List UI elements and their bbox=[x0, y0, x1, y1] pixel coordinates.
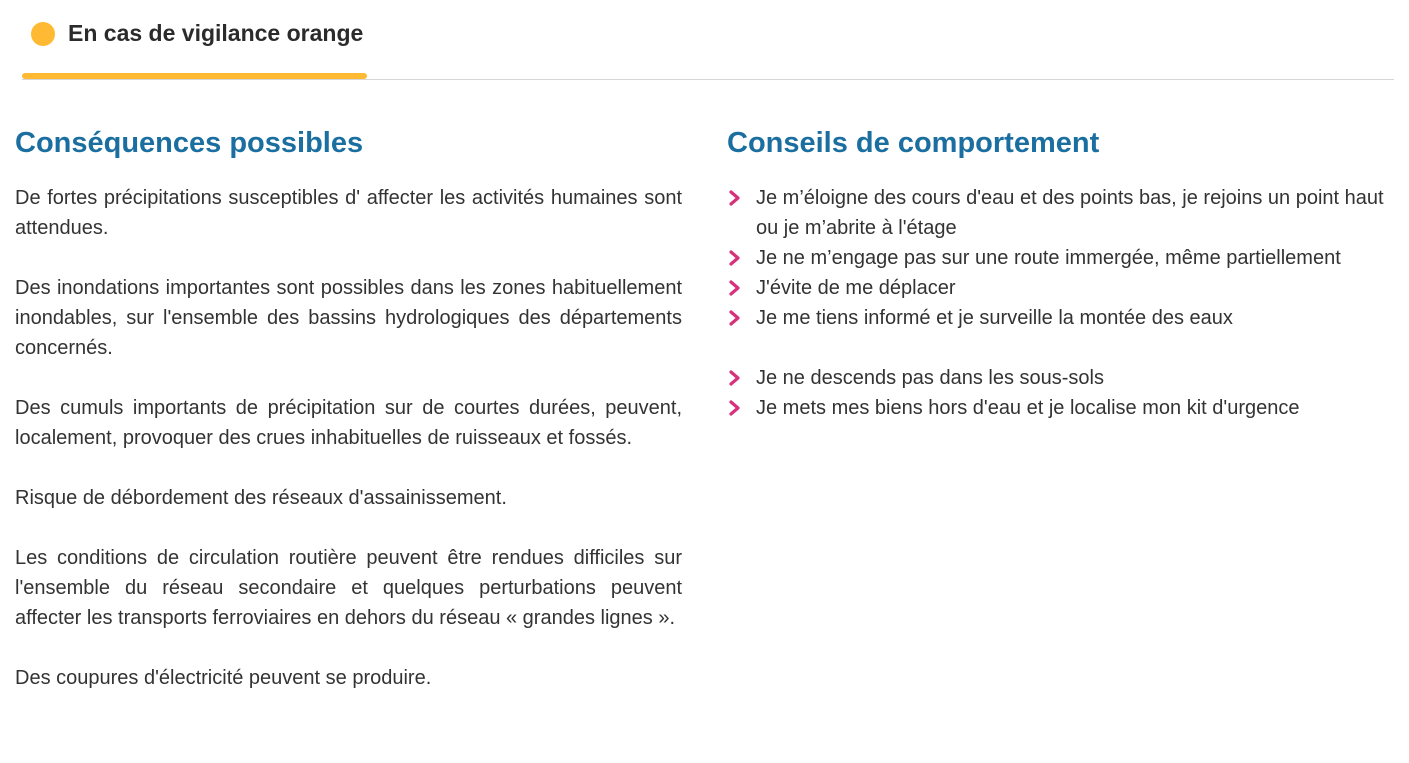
chevron-right-icon bbox=[728, 190, 742, 206]
consequence-paragraph: Risque de débordement des réseaux d'assainissement. bbox=[15, 487, 507, 509]
advice-item bbox=[727, 393, 1393, 423]
chevron-right-icon bbox=[728, 370, 742, 386]
advice-title: Conseils de comportement bbox=[727, 127, 1100, 159]
advice-section bbox=[727, 124, 1393, 423]
advice-text: Je ne descends pas dans les sous-sols bbox=[756, 367, 1104, 389]
consequence-paragraph: De fortes précipitations susceptibles d' affecter les activités humaines sont attendues. bbox=[15, 187, 682, 239]
active-tab-indicator bbox=[22, 73, 367, 79]
tab-bar bbox=[22, 0, 1394, 80]
consequence-paragraph: Des inondations importantes sont possibles dans les zones habituellement inondables, sur l'ensemble des bassins hydrologiques des départements concernés. bbox=[15, 277, 682, 359]
consequence-paragraph: Des cumuls importants de précipitation sur de courtes durées, peuvent, localement, provoquer des crues inhabituelles de ruisseaux et fossés. bbox=[15, 397, 682, 449]
advice-item bbox=[727, 303, 1393, 333]
advice-list bbox=[727, 183, 1393, 423]
consequences-title: Conséquences possibles bbox=[15, 127, 364, 159]
tab-vigilance-orange[interactable] bbox=[22, 0, 367, 79]
orange-dot-icon bbox=[31, 22, 55, 46]
chevron-right-icon bbox=[728, 250, 742, 266]
advice-item bbox=[727, 363, 1393, 393]
chevron-right-icon bbox=[728, 400, 742, 416]
chevron-right-icon bbox=[728, 310, 742, 326]
tab-label: En cas de vigilance orange bbox=[68, 20, 364, 46]
advice-item bbox=[727, 183, 1393, 243]
advice-item bbox=[727, 243, 1393, 273]
advice-item bbox=[727, 273, 1393, 303]
consequences-section bbox=[15, 124, 682, 723]
advice-text: Je m’éloigne des cours d'eau et des points bas, je rejoins un point haut ou je m’abrite à l'étage bbox=[756, 187, 1384, 239]
consequence-paragraph: Les conditions de circulation routière peuvent être rendues difficiles sur l'ensemble du réseau secondaire et quelques perturbations peuvent affecter les transports ferroviaires en dehors du réseau « grandes lignes ». bbox=[15, 547, 682, 629]
advice-text: Je me tiens informé et je surveille la montée des eaux bbox=[756, 307, 1233, 329]
advice-text: J'évite de me déplacer bbox=[756, 277, 956, 299]
advice-text: Je mets mes biens hors d'eau et je localise mon kit d'urgence bbox=[756, 397, 1300, 419]
consequence-paragraph: Des coupures d'électricité peuvent se produire. bbox=[15, 667, 432, 689]
chevron-right-icon bbox=[728, 280, 742, 296]
advice-text: Je ne m’engage pas sur une route immergée, même partiellement bbox=[756, 247, 1341, 269]
